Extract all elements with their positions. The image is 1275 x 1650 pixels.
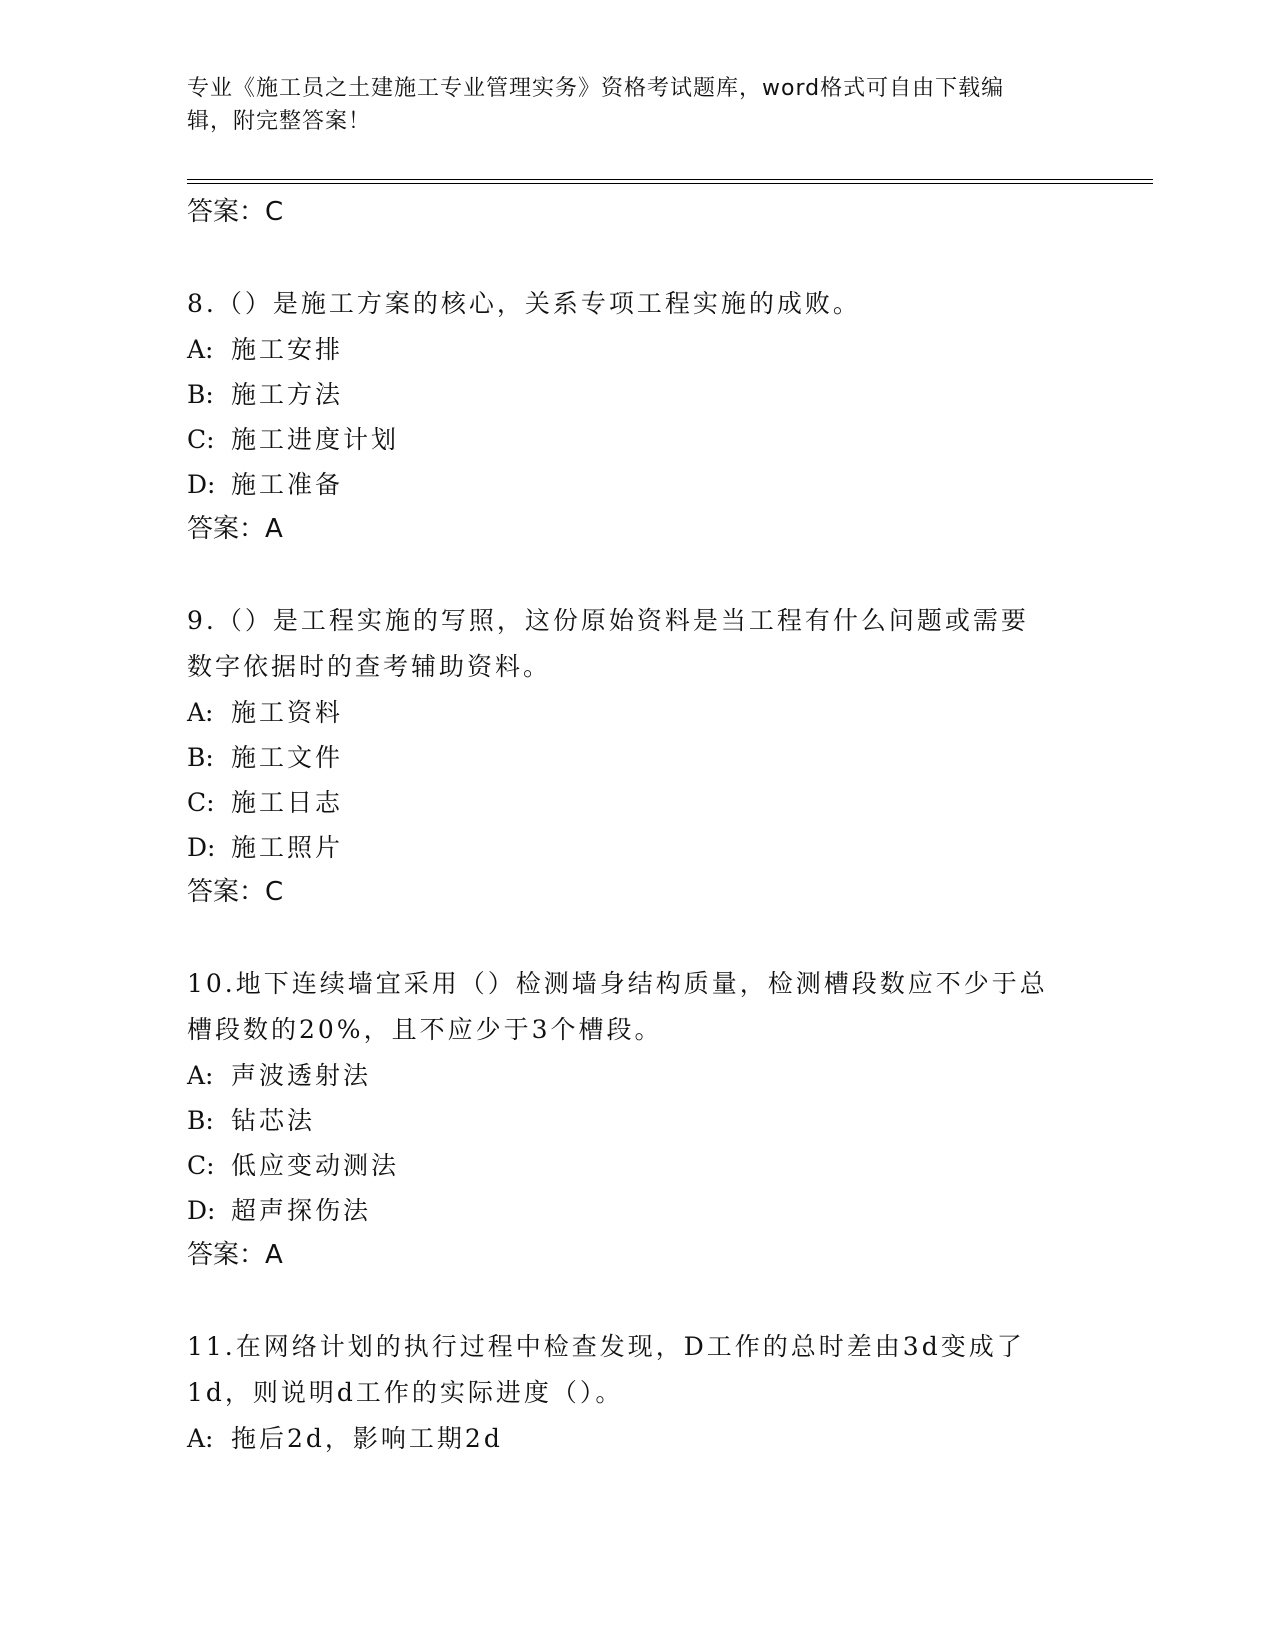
page-header [187, 72, 1087, 138]
option-d [187, 1188, 1087, 1233]
header-rule-top [187, 179, 1153, 180]
option-letter: B: [187, 380, 214, 409]
question-stem-line: 8.（）是施工方案的核心，关系专项工程实施的成败。 [187, 289, 861, 318]
option-letter: C: [187, 425, 215, 454]
answer-label: 答案：A [187, 1240, 283, 1270]
option-letter: D: [187, 1196, 216, 1225]
spacer [187, 235, 1087, 281]
option-c [187, 780, 1087, 825]
option-text: 施工进度计划 [231, 425, 400, 454]
question-stem-line: 11.在网络计划的执行过程中检查发现，D工作的总时差由3d变成了 [187, 1332, 1025, 1361]
option-d [187, 462, 1087, 507]
option-d [187, 825, 1087, 870]
option-text: 声波透射法 [231, 1061, 372, 1090]
header-line-2: 辑，附完整答案！ [187, 109, 372, 134]
option-b [187, 1098, 1087, 1143]
option-letter: B: [187, 1106, 214, 1135]
option-text: 施工资料 [231, 698, 344, 727]
option-letter: C: [187, 788, 215, 817]
question-stem-line: 9.（）是工程实施的写照，这份原始资料是当工程有什么问题或需要 [187, 606, 1029, 635]
question-9 [187, 598, 1087, 915]
question-stem-line: 槽段数的20%，且不应少于3个槽段。 [187, 1015, 663, 1044]
option-text: 施工照片 [231, 833, 344, 862]
option-letter: B: [187, 743, 214, 772]
option-letter: A: [187, 1424, 214, 1453]
option-text: 低应变动测法 [231, 1151, 400, 1180]
question-stem-line: 1d，则说明d工作的实际进度（）。 [187, 1378, 624, 1407]
answer-label: 答案：A [187, 514, 283, 544]
spacer [187, 915, 1087, 961]
option-b [187, 735, 1087, 780]
spacer [187, 1278, 1087, 1324]
option-text: 施工文件 [231, 743, 344, 772]
question-8 [187, 281, 1087, 552]
answer-label: 答案：C [187, 197, 284, 227]
option-letter: A: [187, 335, 214, 364]
option-a [187, 690, 1087, 735]
option-a [187, 327, 1087, 372]
option-text: 钻芯法 [231, 1106, 316, 1135]
option-text: 施工方法 [231, 380, 344, 409]
option-text: 拖后2d，影响工期2d [231, 1424, 503, 1453]
option-c [187, 1143, 1087, 1188]
option-b [187, 372, 1087, 417]
option-letter: C: [187, 1151, 215, 1180]
spacer [187, 552, 1087, 598]
option-letter: A: [187, 1061, 214, 1090]
question-stem-line: 10.地下连续墙宜采用（）检测墙身结构质量，检测槽段数应不少于总 [187, 969, 1048, 998]
question-11 [187, 1324, 1087, 1461]
option-letter: A: [187, 698, 214, 727]
option-c [187, 417, 1087, 462]
answer-label: 答案：C [187, 877, 284, 907]
option-text: 超声探伤法 [231, 1196, 372, 1225]
option-letter: D: [187, 470, 216, 499]
header-rule-bottom [187, 183, 1153, 184]
option-text: 施工安排 [231, 335, 344, 364]
option-a [187, 1053, 1087, 1098]
header-line-1: 专业《施工员之土建施工专业管理实务》资格考试题库，word格式可自由下载编 [187, 76, 1005, 101]
question-stem-line: 数字依据时的查考辅助资料。 [187, 652, 552, 681]
option-a [187, 1416, 1087, 1461]
option-text: 施工准备 [231, 470, 344, 499]
option-letter: D: [187, 833, 216, 862]
question-list [187, 190, 1087, 1461]
question-10 [187, 961, 1087, 1278]
option-text: 施工日志 [231, 788, 344, 817]
